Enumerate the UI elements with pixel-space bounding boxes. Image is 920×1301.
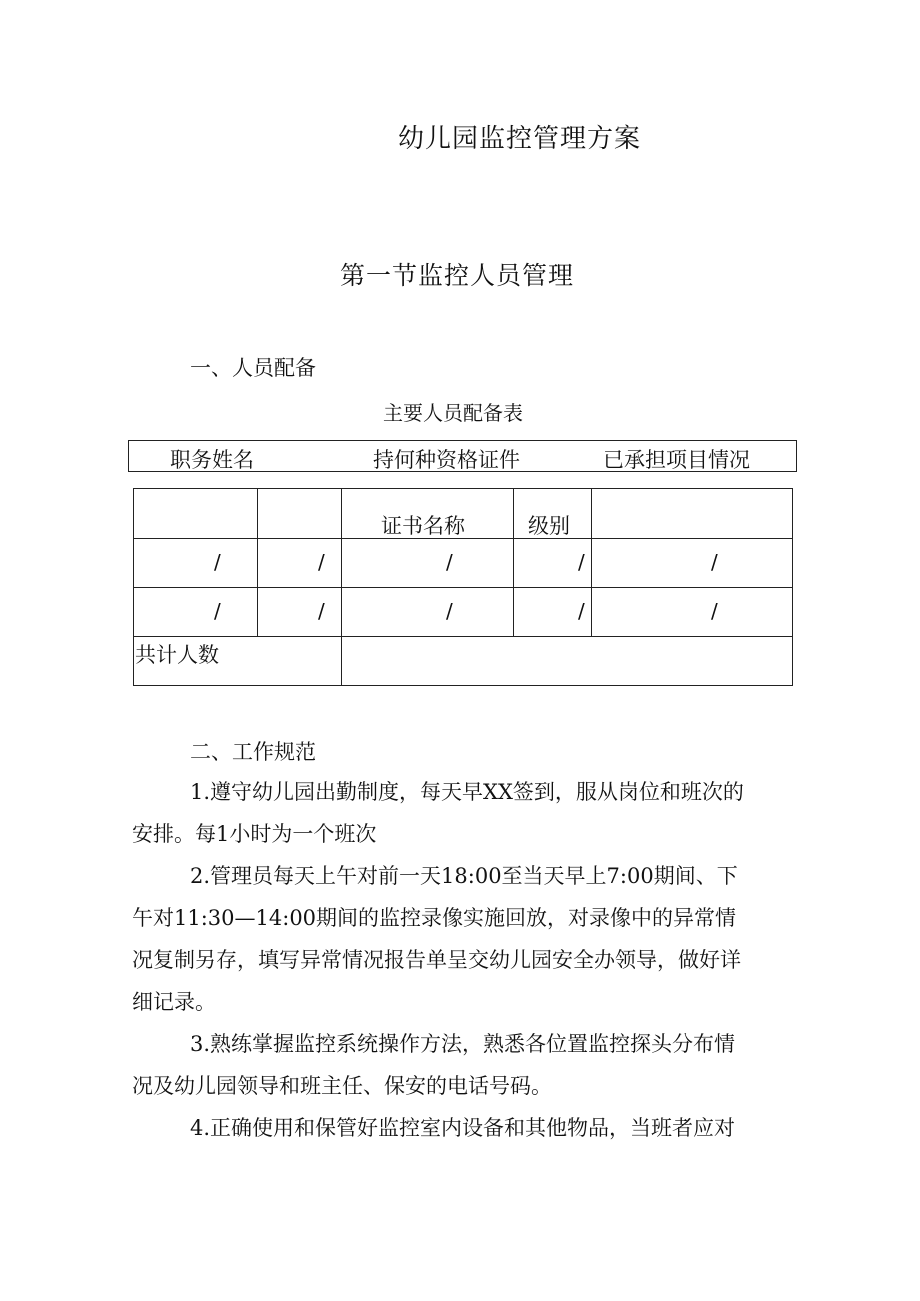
heading-staffing: 一、人员配备 <box>190 356 316 380</box>
paragraph-1 <box>132 771 744 855</box>
cell-slash: / <box>214 599 221 623</box>
paragraph-line: 午对11:30—14:00期间的监控录像实施回放，对录像中的异常情 <box>132 906 737 930</box>
cell-slash: / <box>318 599 325 623</box>
cell-level: 级别 <box>528 514 570 538</box>
paragraph-line: 安排。每1小时为一个班次 <box>132 822 377 846</box>
cell-slash: / <box>711 599 718 623</box>
paragraph-line: 况复制另存，填写异常情况报告单呈交幼儿园安全办领导，做好详 <box>132 948 741 972</box>
paragraph-3 <box>132 1023 736 1107</box>
cell-slash: / <box>318 550 325 574</box>
heading-work-rules: 二、工作规范 <box>190 740 316 764</box>
table-caption: 主要人员配备表 <box>383 401 523 425</box>
paragraph-line: 况及幼儿园领导和班主任、保安的电话号码。 <box>132 1074 552 1098</box>
paragraph-line: 1.遵守幼儿园出勤制度，每天早XX签到，服从岗位和班次的 <box>190 780 744 804</box>
cell-total-label: 共计人数 <box>135 643 219 667</box>
cell-slash: / <box>711 550 718 574</box>
paragraph-4 <box>190 1107 735 1149</box>
cell-slash: / <box>446 599 453 623</box>
section-title: 第一节监控人员管理 <box>340 261 575 290</box>
paragraph-line: 3.熟练掌握监控系统操作方法，熟悉各位置监控探头分布情 <box>190 1032 736 1056</box>
cell-slash: / <box>214 550 221 574</box>
header-cell-certificate: 持何种资格证件 <box>373 448 520 472</box>
header-cell-projects: 已承担项目情况 <box>603 448 750 472</box>
paragraph-2 <box>132 855 741 1023</box>
cell-certificate-name: 证书名称 <box>381 514 465 538</box>
cell-slash: / <box>446 550 453 574</box>
header-cell-position-name: 职务姓名 <box>170 448 254 472</box>
paragraph-line: 细记录。 <box>132 990 216 1014</box>
paragraph-line: 2.管理员每天上午对前一天18:00至当天早上7:00期间、下 <box>190 864 738 888</box>
cell-slash: / <box>578 599 585 623</box>
paragraph-line: 4.正确使用和保管好监控室内设备和其他物品，当班者应对 <box>190 1116 736 1140</box>
cell-slash: / <box>578 550 585 574</box>
document-title: 幼儿园监控管理方案 <box>398 124 642 154</box>
